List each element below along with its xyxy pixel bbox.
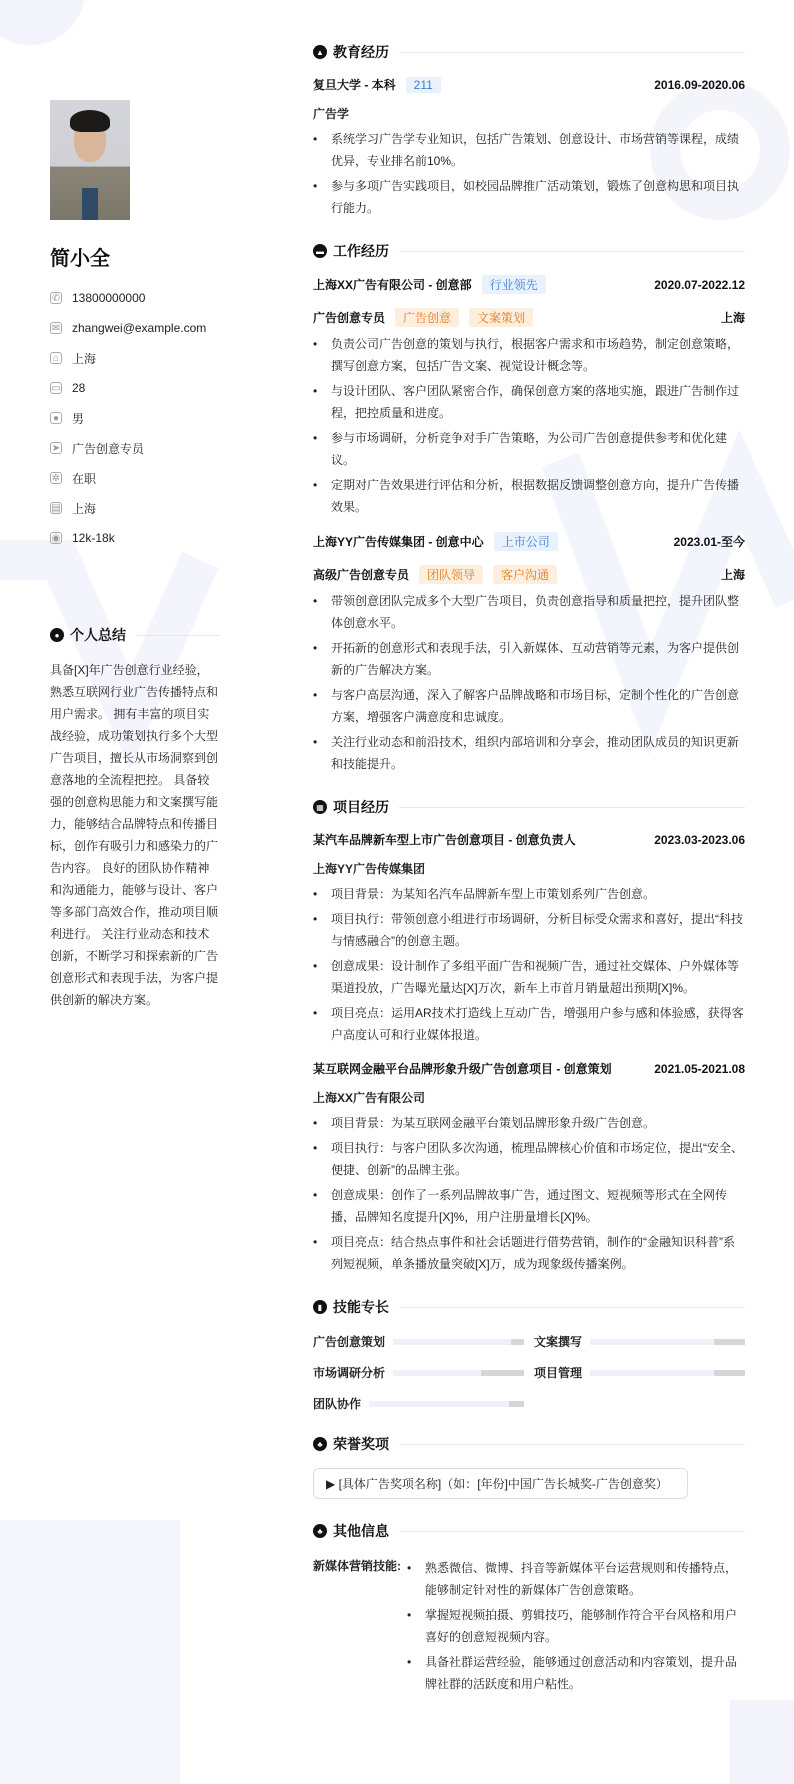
- divider: [136, 635, 220, 636]
- project-org: 上海XX广告有限公司: [313, 1091, 426, 1105]
- job-role: 广告创意专员: [313, 311, 386, 325]
- bullet-list: [313, 333, 745, 518]
- section-title: 荣誉奖项: [333, 1436, 389, 1452]
- bullet-item: • 创意成果：创作了一系列品牌故事广告，通过图文、短视频等形式在全网传播，品牌知名度提升[X]%，用户注册量增长[X]%。: [313, 1184, 745, 1228]
- bullet-item: • 项目背景：为某知名汽车品牌新车型上市策划系列广告创意。: [313, 883, 745, 905]
- building-icon: ▤: [51, 502, 61, 514]
- contact-item: [50, 403, 220, 433]
- contact-item: [50, 493, 220, 523]
- divider: [399, 807, 745, 808]
- bullet-list: [313, 1112, 745, 1275]
- candidate-name: 简小全: [50, 248, 110, 270]
- major: 广告学: [313, 107, 350, 121]
- briefcase-icon: ▬: [313, 244, 327, 258]
- education-header: [313, 76, 745, 93]
- bullet-item: • 项目背景：为某互联网金融平台策划品牌形象升级广告创意。: [313, 1112, 745, 1134]
- skill-bar: [369, 1401, 524, 1407]
- skill-tag: 广告创意: [395, 308, 459, 327]
- : [313, 565, 557, 584]
- skill-bar-fill: [393, 1339, 511, 1345]
- section-header: [313, 1297, 745, 1317]
- work-date: 2023.01-至今: [673, 535, 745, 549]
- skill-name: 广告创意策划: [313, 1335, 386, 1349]
- bullet-item: • 负责公司广告创意的策划与执行，根据客户需求和市场趋势，制定创意策略，撰写创意方案，包括广告文案、视觉设计概念等。: [313, 333, 745, 377]
- contact-text: 男: [72, 411, 85, 426]
- skill-item: [534, 1364, 745, 1381]
- profile-panel: [50, 100, 220, 553]
- project-name: 某汽车品牌新车型上市广告创意项目 - 创意负责人: [313, 833, 576, 847]
- section-header: [313, 1521, 745, 1541]
- project-item: [313, 831, 745, 1046]
- section-title: 其他信息: [333, 1523, 389, 1539]
- skill-item: [534, 1333, 745, 1350]
- bullet-item: • 定期对广告效果进行评估和分析，根据数据反馈调整创意方向，提升广告传播效果。: [313, 474, 745, 518]
- bullet-item: • 掌握短视频拍摄、剪辑技巧，能够制作符合平台风格和用户喜好的创意短视频内容。: [407, 1604, 745, 1648]
- bullet-item: • 与设计团队、客户团队紧密合作，确保创意方案的落地实施，跟进广告制作过程，把控质量和进度。: [313, 380, 745, 424]
- work-header: [313, 532, 745, 551]
- project-header: [313, 1060, 745, 1077]
- bullet-item: • 带领创意团队完成多个大型广告项目，负责创意指导和质量把控，提升团队整体创意水平。: [313, 590, 745, 634]
- grid-icon: ▦: [313, 800, 327, 814]
- bullet-item: • 关注行业动态和前沿技术，组织内部培训和分享会，推动团队成员的知识更新和技能提升。: [313, 731, 745, 775]
- user-icon: ●: [50, 628, 64, 642]
- divider: [399, 1307, 745, 1308]
- skill-bar-fill: [369, 1401, 508, 1407]
- bullet-item: • 熟悉微信、微博、抖音等新媒体平台运营规则和传播特点，能够制定针对性的新媒体广告创意策略。: [407, 1557, 745, 1601]
- avatar-photo: [50, 100, 130, 220]
- section-header: [313, 241, 745, 261]
- contact-item: [50, 463, 220, 493]
- bullet-item: • 系统学习广告学专业知识，包括广告策划、创意设计、市场营销等课程，成绩优异，专业排名前10%。: [313, 128, 745, 172]
- skill-name: 项目管理: [534, 1366, 583, 1380]
- section-title: 项目经历: [333, 799, 389, 815]
- summary-section: [50, 625, 220, 1011]
- bullet-item: • 项目执行：与客户团队多次沟通，梳理品牌核心价值和市场定位，提出“安全、便捷、创新”的品牌主张。: [313, 1137, 745, 1181]
- skill-bar-fill: [393, 1370, 481, 1376]
- work-item: [313, 275, 745, 518]
- award-item[interactable]: ▶ [具体广告奖项名称]（如：[年份]中国广告长城奖-广告创意奖）: [313, 1468, 688, 1499]
- status-icon: ✲: [51, 472, 61, 484]
- contact-text: 上海: [72, 501, 97, 516]
- other-row: [313, 1557, 745, 1695]
- skill-tag: 文案策划: [469, 308, 533, 327]
- role-row: [313, 565, 745, 584]
- contact-item: [50, 433, 220, 463]
- contact-item: [50, 373, 220, 403]
- skill-item: [313, 1395, 524, 1412]
- divider: [399, 52, 745, 53]
- summary-text: 具备[X]年广告创意行业经验，熟悉互联网行业广告传播特点和用户需求。 拥有丰富的项目实战经验，成功策划执行多个大型广告项目，擅长从市场洞察到创意落地的全流程把控。 具备较强的创意构思能力和文案撰写能力，能够结合品牌特点和传播目标，创作有吸引力和感染力的广告内容。 良好的团队协作精神和沟通能力，能够与设计、客户等多部门高效合作，推动项目顺利进行。 关注行业动态和技术创新，不断学习和探索新的广告创意形式和表现手法，为客户提供创新的解决方案。: [50, 663, 219, 1007]
- skill-bar: [590, 1370, 745, 1376]
- section-header: [313, 42, 745, 62]
- contact-text: 28: [72, 381, 86, 395]
- skill-tag: 客户沟通: [493, 565, 557, 584]
- phone-icon: ✆: [51, 292, 61, 304]
- bullet-list: [313, 883, 745, 1046]
- salary-icon: ◉: [51, 532, 61, 544]
- skills-section: [313, 1297, 745, 1412]
- section-header: [313, 1434, 745, 1454]
- contact-text: 13800000000: [72, 291, 146, 305]
- home-icon: ⌂: [50, 352, 62, 364]
- contact-text: zhangwei@example.com: [72, 321, 207, 335]
- contact-item: [50, 523, 220, 553]
- section-title: 个人总结: [70, 627, 126, 643]
- contact-list: [50, 283, 220, 553]
- work-city: 上海: [720, 568, 745, 582]
- skills-grid: [313, 1333, 745, 1412]
- skill-bar: [393, 1370, 524, 1376]
- divider: [399, 1531, 745, 1532]
- contact-item: [50, 343, 220, 373]
- contact-text: 广告创意专员: [72, 441, 145, 456]
- section-title: 教育经历: [333, 44, 389, 60]
- bullet-item: • 创意成果：设计制作了多组平面广告和视频广告，通过社交媒体、户外媒体等渠道投放，广告曝光量达[X]万次，新车上市首月销量超出预期[X]%。: [313, 955, 745, 999]
- section-title: 工作经历: [333, 243, 389, 259]
- bullet-item: • 参与市场调研，分析竞争对手广告策略，为公司广告创意提供参考和优化建议。: [313, 427, 745, 471]
- job-role: 高级广告创意专员: [313, 568, 410, 582]
- main-content: [313, 42, 745, 1717]
- bullet-list: [313, 128, 745, 219]
- contact-item: [50, 313, 220, 343]
- bullet-item: • 参与多项广告实践项目，如校园品牌推广活动策划，锻炼了创意构思和项目执行能力。: [313, 175, 745, 219]
- award-icon: ♣: [313, 1437, 327, 1451]
- projects-section: [313, 797, 745, 1275]
- work-section: [313, 241, 745, 775]
- skill-item: [313, 1364, 524, 1381]
- school-tag: 211: [406, 77, 441, 93]
- work-header: [313, 275, 745, 294]
- contact-text: 上海: [72, 351, 97, 366]
- project-date: 2021.05-2021.08: [654, 1061, 745, 1076]
- project-header: [313, 831, 745, 848]
- info-icon: ♣: [313, 1524, 327, 1538]
- contact-text: 12k-18k: [72, 531, 115, 545]
- company-name: 上海YY广告传媒集团 - 创意中心: [313, 535, 484, 549]
- work-item: [313, 532, 745, 775]
- company-tag: 上市公司: [494, 532, 558, 551]
- bullet-list: [313, 590, 745, 775]
- divider: [399, 251, 745, 252]
- : [313, 275, 546, 294]
- skill-tag: 团队领导: [419, 565, 483, 584]
- bullet-item: • 具备社群运营经验，能够通过创意活动和内容策划，提升品牌社群的活跃度和用户粘性。: [407, 1651, 745, 1695]
- cake-icon: ▭: [51, 382, 61, 394]
- section-title: 技能专长: [333, 1299, 389, 1315]
- bullet-list: [407, 1554, 745, 1695]
- contact-item: [50, 283, 220, 313]
- education-left: [313, 76, 441, 93]
- skill-item: [313, 1333, 524, 1350]
- company-tag: 行业领先: [482, 275, 546, 294]
- contact-text: 在职: [72, 471, 97, 486]
- project-date: 2023.03-2023.06: [654, 832, 745, 847]
- school-name: 复旦大学 - 本科: [313, 78, 396, 92]
- bullet-item: • 项目执行：带领创意小组进行市场调研，分析目标受众需求和喜好，提出“科技与情感融合”的创意主题。: [313, 908, 745, 952]
- project-item: [313, 1060, 745, 1275]
- bullet-item: • 与客户高层沟通，深入了解客户品牌战略和市场目标，定制个性化的广告创意方案，增强客户满意度和忠诚度。: [313, 684, 745, 728]
- skill-bar-fill: [590, 1339, 714, 1345]
- skill-name: 文案撰写: [534, 1335, 583, 1349]
- honors-section: [313, 1434, 745, 1499]
- : [313, 532, 558, 551]
- skill-name: 团队协作: [313, 1397, 362, 1411]
- gender-icon: ●: [50, 412, 62, 424]
- role-row: [313, 308, 745, 327]
- chart-icon: ▮: [313, 1300, 327, 1314]
- education-section: [313, 42, 745, 219]
- skill-bar: [590, 1339, 745, 1345]
- skill-name: 市场调研分析: [313, 1366, 386, 1380]
- project-org: 上海YY广告传媒集团: [313, 862, 426, 876]
- : [313, 308, 533, 327]
- work-date: 2020.07-2022.12: [654, 277, 745, 292]
- skill-bar: [393, 1339, 524, 1345]
- education-date: 2016.09-2020.06: [654, 77, 745, 92]
- bullet-item: • 开拓新的创意形式和表现手法，引入新媒体、互动营销等元素，为客户提供创新的广告解决方案。: [313, 637, 745, 681]
- other-section: [313, 1521, 745, 1695]
- skill-bar-fill: [590, 1370, 714, 1376]
- divider: [399, 1444, 745, 1445]
- graduation-cap-icon: ▲: [313, 45, 327, 59]
- bullet-item: • 项目亮点：运用AR技术打造线上互动广告，增强用户参与感和体验感，获得客户高度认可和行业媒体报道。: [313, 1002, 745, 1046]
- bullet-item: • 项目亮点：结合热点事件和社会话题进行借势营销，制作的“金融知识科普”系列短视频，单条播放量突破[X]万，成为现象级传播案例。: [313, 1231, 745, 1275]
- project-name: 某互联网金融平台品牌形象升级广告创意项目 - 创意策划: [313, 1062, 612, 1076]
- other-label: 新媒体营销技能:: [313, 1559, 401, 1573]
- section-header: [313, 797, 745, 817]
- work-city: 上海: [720, 311, 745, 325]
- mail-icon: ✉: [51, 322, 61, 334]
- send-icon: ➤: [51, 442, 61, 454]
- company-name: 上海XX广告有限公司 - 创意部: [313, 278, 472, 292]
